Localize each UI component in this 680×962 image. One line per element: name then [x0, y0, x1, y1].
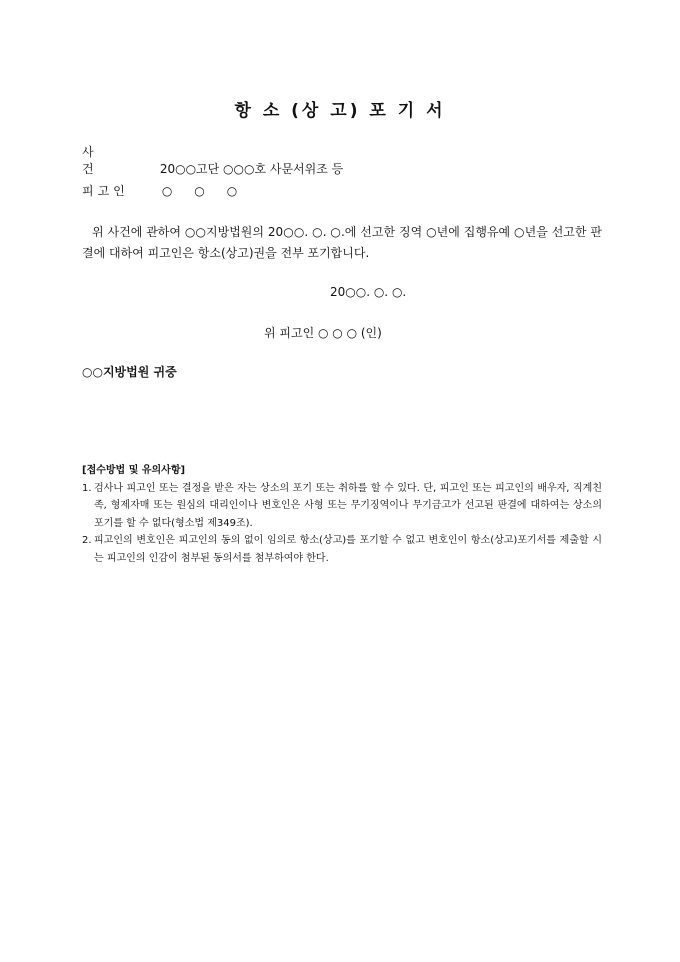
note-item [82, 480, 602, 533]
signer-line: 위 피고인 ○ ○ ○ (인) [264, 326, 382, 340]
defendant-value: ○○○ [161, 184, 260, 198]
defendant-label: 피고인 [82, 184, 129, 198]
document-title: 항 소 (상 고) 포 기 서 [234, 101, 446, 121]
case-label: 사 건 [82, 145, 114, 176]
notes-heading: [접수방법 및 유의사항] [82, 465, 186, 476]
case-row [82, 143, 343, 177]
declaration-text: 위 사건에 관하여 ○○지방법원의 20○○. ○. ○.에 선고한 징역 ○년에 집행유예 ○년을 선고한 판결에 대하여 피고인은 항소(상고)권을 전부 포기합니다. [82, 225, 602, 260]
note-text: 피고인의 변호인은 피고인의 동의 없이 임의로 항소(상고)를 포기할 수 없고 변호인이 항소(상고)포기서를 제출할 시는 피고인의 인감이 첨부된 동의서를 첨부하여야 한다. [94, 535, 602, 564]
note-text: 검사나 피고인 또는 결정을 받은 자는 상소의 포기 또는 취하를 할 수 있다. 단, 피고인 또는 피고인의 배우자, 직계친족, 형제자매 또는 원심의 대리인이나 변호인은 사형 또는 무기징역이나 무기금고가 선고된 판결에 대하여는 상소의 포기를 할 수 없다(형소법 제349조). [94, 482, 602, 529]
note-item [82, 532, 602, 567]
defendant-row [82, 182, 259, 199]
document-date: 20○○. ○. ○. [330, 285, 407, 299]
note-number: 1. [82, 482, 92, 494]
case-value: 20○○고단 ○○○호 사문서위조 등 [159, 162, 344, 176]
court-addressee: ○○지방법원 귀중 [82, 365, 177, 379]
note-number: 2. [82, 535, 92, 546]
notes-section [82, 462, 602, 567]
